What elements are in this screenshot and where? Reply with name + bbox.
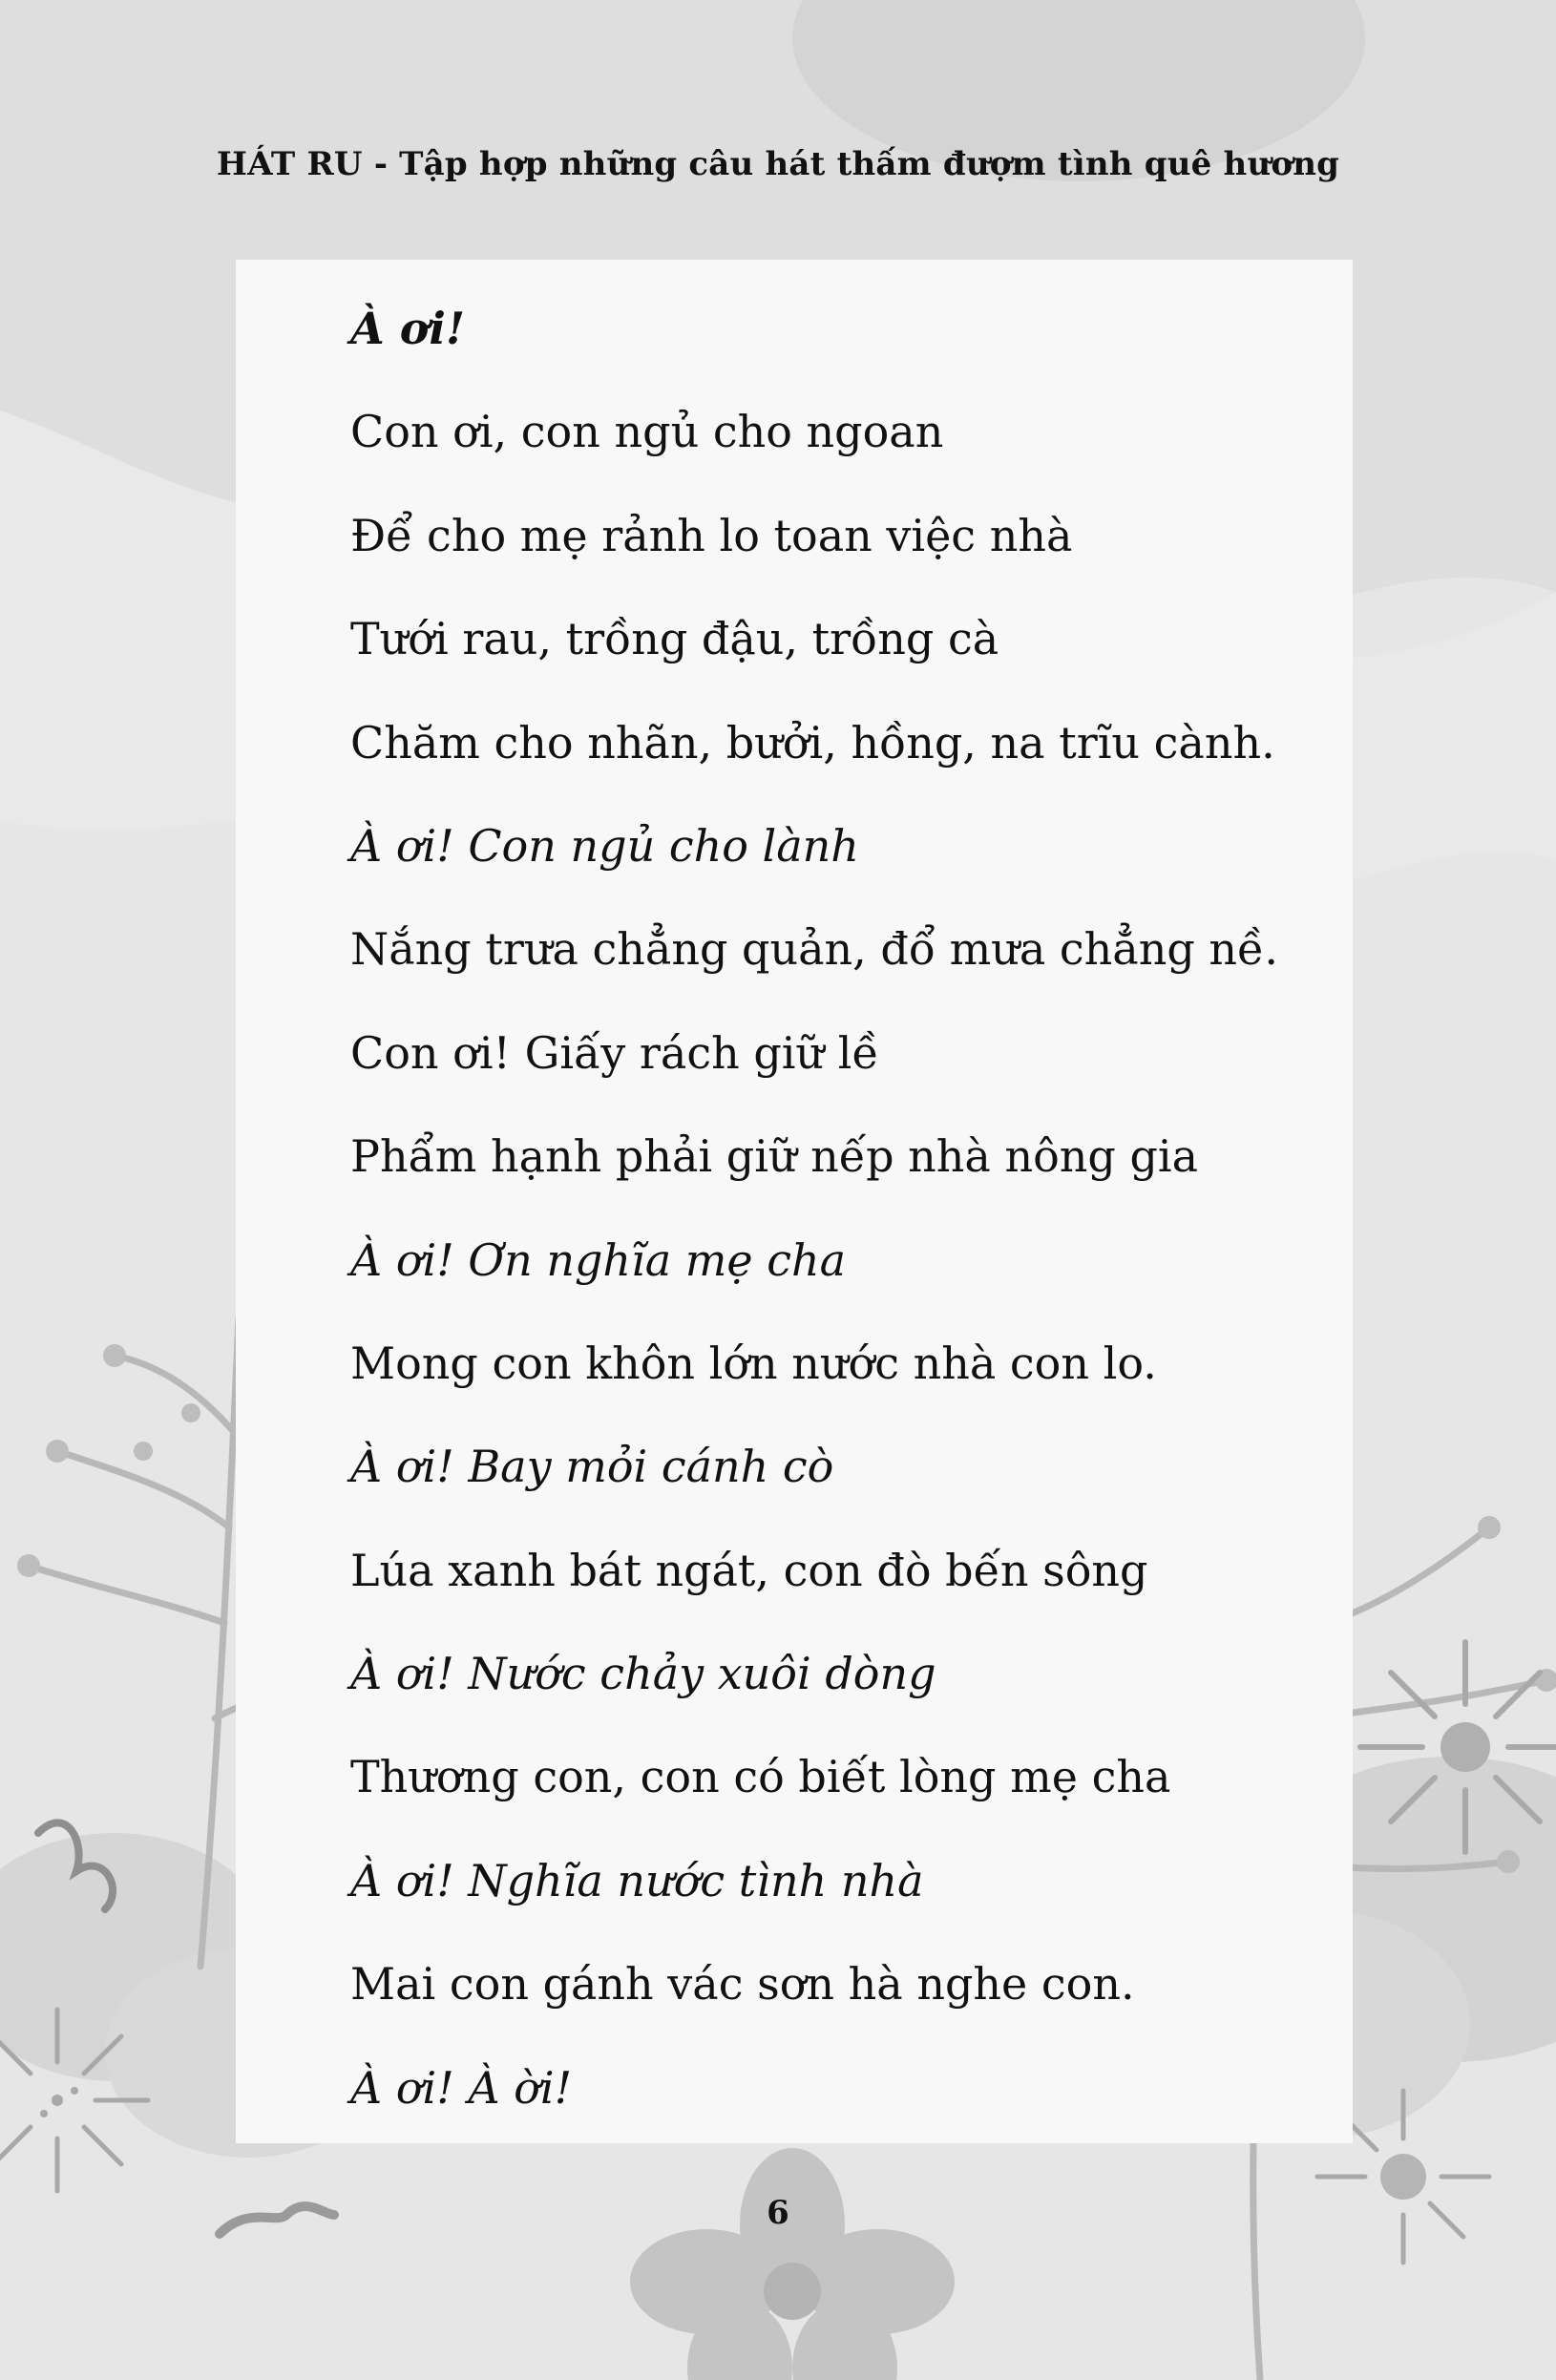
poem-line: À ơi! Con ngủ cho lành xyxy=(350,819,859,872)
poem-line: Lúa xanh bát ngát, con đò bến sông xyxy=(350,1544,1148,1596)
poem xyxy=(350,277,1278,2139)
poem-line: À ơi! Bay mỏi cánh cò xyxy=(350,1441,834,1493)
poem-line: Tưới rau, trồng đậu, trồng cà xyxy=(350,613,999,665)
poem-line: Phẩm hạnh phải giữ nếp nhà nông gia xyxy=(350,1130,1199,1183)
poem-line: À ơi! Nghĩa nước tình nhà xyxy=(350,1854,924,1906)
poem-line: Mong con khôn lớn nước nhà con lo. xyxy=(350,1337,1157,1389)
running-header: HÁT RU - Tập hợp những câu hát thấm đượm tình quê hương xyxy=(216,145,1340,183)
poem-line: À ơi! À ời! xyxy=(350,2061,573,2114)
poem-line: Để cho mẹ rảnh lo toan việc nhà xyxy=(350,509,1073,561)
poem-line: Nắng trưa chẳng quản, đổ mưa chẳng nề. xyxy=(350,923,1278,976)
poem-line: À ơi! Ơn nghĩa mẹ cha xyxy=(350,1233,847,1286)
page-number: 6 xyxy=(767,2194,789,2232)
poem-line: Mai con gánh vác sơn hà nghe con. xyxy=(350,1958,1135,2011)
poem-line: À ơi! xyxy=(350,303,466,354)
poem-line: À ơi! Nước chảy xuôi dòng xyxy=(350,1648,936,1700)
poem-line: Chăm cho nhãn, bưởi, hồng, na trĩu cành. xyxy=(350,716,1275,769)
poem-line: Con ơi, con ngủ cho ngoan xyxy=(350,406,944,458)
poem-line: Con ơi! Giấy rách giữ lề xyxy=(350,1026,879,1079)
poem-line: Thương con, con có biết lòng mẹ cha xyxy=(350,1751,1171,1803)
